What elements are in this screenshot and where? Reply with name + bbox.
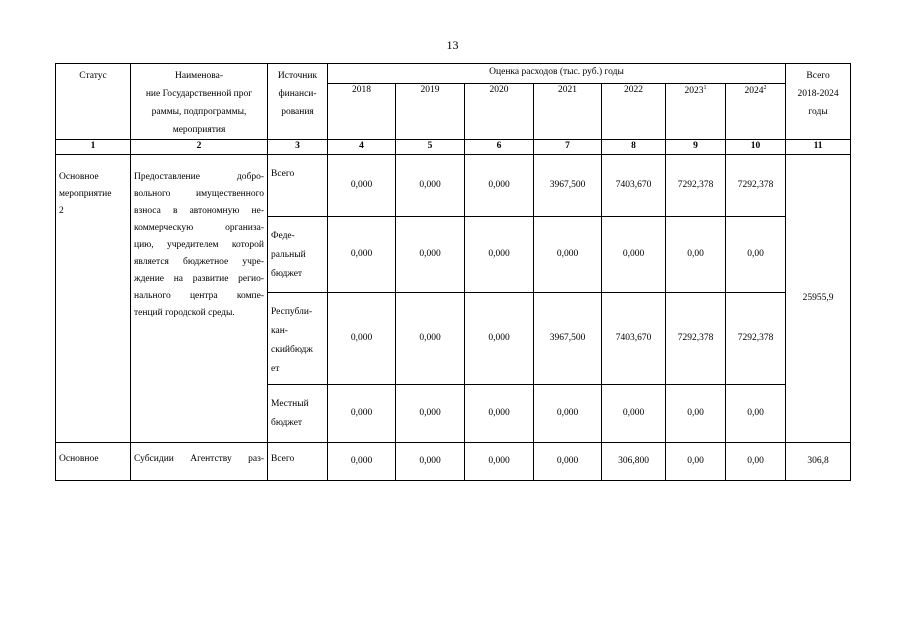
source-cell: [268, 217, 328, 293]
value-cell: 0,000: [602, 385, 666, 443]
source-line: бюджет: [271, 418, 303, 428]
value-cell: 7292,378: [726, 293, 786, 385]
header-estimate: Оценка расходов (тыс. руб.) годы: [328, 64, 786, 84]
header-total-line: Всего: [806, 71, 830, 81]
value-cell: 0,000: [396, 293, 465, 385]
value-cell: 0,000: [328, 293, 396, 385]
value-cell: 7292,378: [666, 293, 726, 385]
year-2023: [666, 84, 726, 140]
year-2023-text: 2023: [684, 86, 704, 97]
footnote-marker: 2: [763, 85, 767, 92]
year-2024: [726, 84, 786, 140]
header-name-line: Наименова-: [175, 71, 223, 81]
column-number: 5: [396, 140, 465, 155]
page-number: 13: [446, 38, 459, 52]
value-cell: 0,000: [534, 385, 602, 443]
source-cell: [268, 293, 328, 385]
column-number: 8: [602, 140, 666, 155]
column-number: 7: [534, 140, 602, 155]
budget-table: [55, 63, 851, 481]
value-cell: 0,000: [396, 217, 465, 293]
column-number: 11: [786, 140, 851, 155]
source-line: кан-: [271, 326, 288, 336]
value-cell: 0,000: [465, 155, 534, 217]
total-cell: 25955,9: [786, 155, 851, 443]
footnote-marker: 1: [703, 85, 707, 92]
column-number: 10: [726, 140, 786, 155]
header-status: [56, 64, 131, 140]
source-line: скийбюдж: [271, 345, 313, 355]
column-number: 2: [131, 140, 268, 155]
value-cell: 0,000: [465, 385, 534, 443]
source-cell: [268, 155, 328, 217]
value-cell: 0,000: [465, 217, 534, 293]
year-2018: 2018: [328, 84, 396, 140]
column-number: 9: [666, 140, 726, 155]
value-cell: 0,000: [465, 443, 534, 481]
value-cell: 0,000: [328, 443, 396, 481]
header-source-line: финанси-: [278, 89, 317, 99]
header-status-text: Статус: [79, 71, 107, 81]
year-2024-text: 2024: [744, 86, 764, 97]
status-line: мероприятие: [59, 189, 112, 199]
header-total-line: 2018-2024: [797, 89, 839, 99]
value-cell: 0,00: [726, 385, 786, 443]
column-number-row: [56, 140, 851, 155]
status-cell: Основное: [56, 443, 131, 481]
header-total: [786, 64, 851, 140]
source-cell: Всего: [268, 443, 328, 481]
value-cell: 0,000: [534, 443, 602, 481]
value-cell: 7403,670: [602, 155, 666, 217]
value-cell: 0,000: [534, 217, 602, 293]
value-cell: 0,00: [666, 217, 726, 293]
total-cell: 306,8: [786, 443, 851, 481]
value-cell: 0,000: [396, 385, 465, 443]
value-cell: 0,00: [726, 443, 786, 481]
year-2020: 2020: [465, 84, 534, 140]
status-cell: [56, 155, 131, 443]
value-cell: 0,000: [396, 155, 465, 217]
measure-description: Субсидии Агентству раз-: [131, 443, 268, 481]
year-2022: 2022: [602, 84, 666, 140]
source-line: ет: [271, 364, 280, 374]
column-number: 6: [465, 140, 534, 155]
description-line: нального центра компе-: [134, 291, 264, 301]
header-source: [268, 64, 328, 140]
value-cell: 0,00: [666, 443, 726, 481]
value-cell: 0,000: [602, 217, 666, 293]
measure-description: [131, 155, 268, 443]
value-cell: 0,000: [328, 385, 396, 443]
status-line: Основное: [59, 172, 99, 182]
header-name-line: мероприятия: [172, 125, 226, 135]
value-cell: 3967,500: [534, 293, 602, 385]
header-total-line: годы: [808, 107, 828, 117]
value-cell: 0,00: [666, 385, 726, 443]
value-cell: 7403,670: [602, 293, 666, 385]
source-line: ральный: [271, 250, 306, 260]
source-line: Республи-: [271, 307, 313, 317]
status-line: 2: [59, 206, 64, 216]
value-cell: 0,000: [328, 155, 396, 217]
description-line: является бюджетное учре-: [134, 257, 264, 267]
header-row: [56, 64, 851, 84]
header-name-line: раммы, подпрограммы,: [151, 107, 247, 117]
source-line: Феде-: [271, 231, 295, 241]
header-name: [131, 64, 268, 140]
value-cell: 0,000: [465, 293, 534, 385]
description-line: цию, учредителем которой: [134, 240, 264, 250]
value-cell: 3967,500: [534, 155, 602, 217]
column-number: 1: [56, 140, 131, 155]
table-row: [56, 443, 851, 481]
header-name-line: ние Государственной прог: [145, 89, 253, 99]
description-line: тенций городской среды.: [134, 308, 235, 318]
source-line: Всего: [271, 169, 295, 179]
source-line: бюджет: [271, 269, 303, 279]
header-source-line: Источник: [277, 71, 318, 81]
value-cell: 0,00: [726, 217, 786, 293]
value-cell: 306,800: [602, 443, 666, 481]
table-row: [56, 155, 851, 217]
value-cell: 0,000: [328, 217, 396, 293]
column-number: 4: [328, 140, 396, 155]
year-2019: 2019: [396, 84, 465, 140]
source-line: Местный: [271, 399, 309, 409]
description-line: ждение на развитие регио-: [134, 274, 264, 284]
source-cell: [268, 385, 328, 443]
description-line: вольного имущественного: [134, 189, 264, 199]
value-cell: 0,000: [396, 443, 465, 481]
value-cell: 7292,378: [726, 155, 786, 217]
year-2021: 2021: [534, 84, 602, 140]
header-source-line: рования: [281, 107, 314, 117]
description-line: Предоставление добро-: [134, 172, 264, 182]
description-line: коммерческую организа-: [134, 223, 264, 233]
description-line: взноса в автономную не-: [134, 206, 264, 216]
value-cell: 7292,378: [666, 155, 726, 217]
column-number: 3: [268, 140, 328, 155]
